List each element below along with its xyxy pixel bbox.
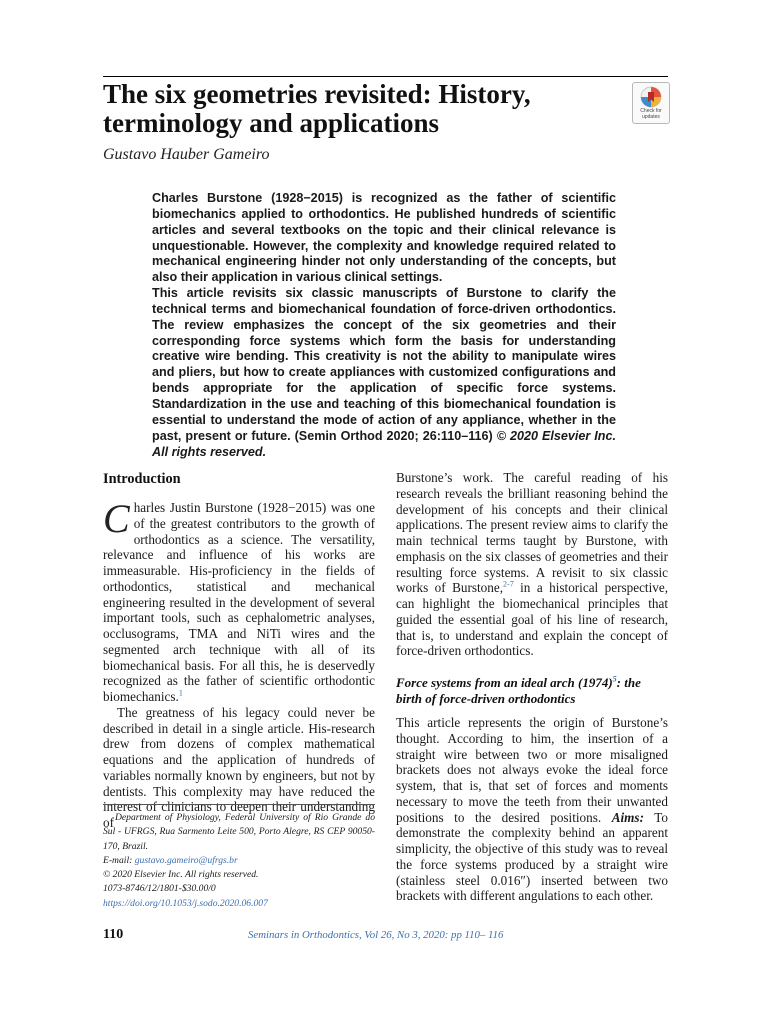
issn-line: 1073-8746/12/1801-$30.00/0 [103, 883, 216, 895]
affiliation: Department of Physiology, Federal University of Rio Grande do Sul - UFRGS, Rua Sarmento Leite 500, Porto Alegre, RS CEP 90050-170, Brazil. [103, 812, 375, 852]
doi-link[interactable]: https://doi.org/10.1053/j.sodo.2020.06.007 [103, 897, 268, 909]
footnote [103, 804, 375, 911]
title-line-2: terminology and applications [103, 108, 440, 138]
author-name: Gustavo Hauber Gameiro [103, 146, 270, 163]
email-line: E-mail: gustavo.gameiro@ufrgs.br [103, 854, 238, 866]
abstract-paragraph-2: This article revisits six classic manuscripts of Burstone to clarify the technical terms and biomechanical foundation of force-driven orthodontics. The review emphasizes the concept of the six geometries and their corresponding force systems which form the basis for understanding creative wire bending. This creativity is not the ability to manipulate wires and pliers, but how to create appliances with customized configurations and bends appropriate for the application of specific force systems. Standardization in the use and teaching of this biomechanical foundation is essential to understand the mode of action of any appliance, whether in the past, present or future. (Semin Orthod 2020; 26:110–116) © 2020 Elsevier Inc. All rights reserved. [152, 286, 616, 459]
top-rule [103, 76, 668, 77]
subsection-heading: Force systems from an ideal arch $(1974)^5$: the birth of force-driven orthodontics [396, 674, 641, 706]
check-for-updates-icon [640, 86, 662, 108]
intro-paragraph-1: Charles Justin Burstone (1928−2015) was one of the greatest contributors to the growth of orthodontics as a science. The versatility, relevance and influence of his works are immeasurable. His-proficiency in the fields of orthodontics, statistical and mechanical engineering resulted in the development of several important tools, such as cephalometric analyses, occlusograms, TMA and NiTi wires and the segmented arch technique with all of its biomechanical basis. For all this, he is deservedly recognized as the father of scientific orthodontic biomechanics.$^1$ [103, 496, 375, 704]
copyright-line: © 2020 Elsevier Inc. All rights reserved. [103, 869, 259, 881]
intro-paragraph-2: The greatness of his legacy could never be described in detail in a single article. His-research drew from dozens of complex mathematical equations and the application of hundreds of variables normally known by engineers, but not by dentists. This complexity may have reduced the interest of clinicians to deepen their understanding of [103, 704, 375, 830]
reference-link[interactable]: 1 [178, 688, 183, 698]
abstract-paragraph-1: Charles Burstone (1928−2015) is recognized as the father of scientific biomechanics applied to orthodontics. He published hundreds of scientific articles and several textbooks on the topic and their clinical relevance is unquestionable. However, the complexity and knowledge required related to mechanical engineering hinder not only understanding of the concepts, but also their application in various clinical settings. [152, 191, 616, 285]
journal-citation[interactable]: Seminars in Orthodontics, Vol 26, No 3, 2020: pp 110– 116 [248, 929, 504, 941]
abstract-copyright: © 2020 Elsevier Inc. All rights reserved. [152, 428, 616, 459]
badge-label: Check for updates [640, 108, 662, 120]
abstract [152, 191, 616, 460]
title-line-1: The six geometries revisited: History, [103, 79, 531, 109]
article-title [103, 80, 603, 138]
page-number: 110 [103, 927, 124, 942]
introduction-heading: Introduction [103, 471, 181, 487]
drop-cap: C [103, 496, 130, 541]
section-paragraph-1: This article represents the origin of Burstone’s thought. According to him, the insertion of a straight wire between two or more misaligned brackets does not always evoke the ideal force system, that is, that set of forces and moments necessary to move the teeth from their unwanted positions to the desired positions. Aims: To demonstrate the complexity behind an apparent simplicity, the objective of this study was to reveal the force systems produced by a straight wire (stainless steel 0.016″) inserted between two brackets with different angulations to each other. [396, 715, 668, 904]
check-for-updates-badge[interactable] [632, 82, 670, 124]
reference-link[interactable]: 5 [612, 674, 617, 684]
email-link[interactable]: gustavo.gameiro@ufrgs.br [134, 854, 238, 866]
intro-paragraph-3: Burstone’s work. The careful reading of his research reveals the brilliant reasoning behind the development of his concepts and their clinical applications. The present review aims to clarify the main technical terms taught by Burstone, with emphasis on the six classes of geometries and their resulting force systems. A revisit to six classic works of Burstone,$^{2-7}$ in a historical perspective, can highlight the biomechanical principles that guided the essential goal of his line of research, that is, to understand and explain the concept of force-driven orthodontics. [396, 470, 669, 659]
aims-label: Aims: [611, 809, 644, 825]
right-column [396, 470, 668, 904]
left-column [103, 470, 375, 831]
abstract-citation: (Semin Orthod 2020; 26:110–116) [294, 428, 493, 443]
reference-link[interactable]: 2-7 [503, 579, 514, 589]
